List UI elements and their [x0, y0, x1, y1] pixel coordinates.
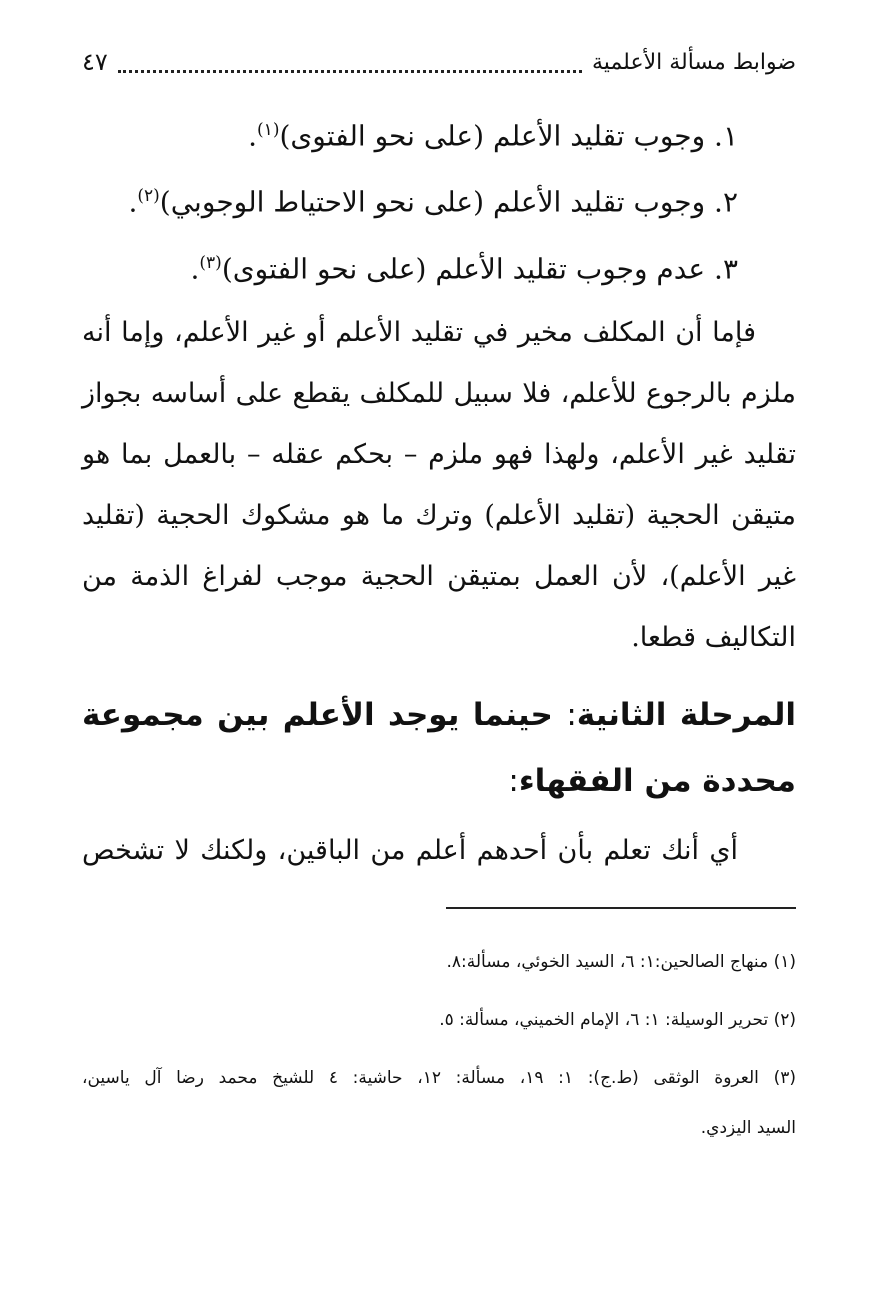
list-item-end: . [128, 185, 138, 219]
body-paragraph [82, 302, 796, 668]
section-heading [82, 682, 796, 814]
footnote [82, 1064, 796, 1142]
list-item-end: . [248, 119, 258, 153]
heading-label: المرحلة الثانية [576, 697, 796, 733]
list-item-text: ١. وجوب تقليد الأعلم (على نحو الفتوى) [279, 119, 738, 153]
footnotes [82, 948, 796, 1142]
body-paragraph-2: أي أنك تعلم بأن أحدهم أعلم من الباقين، ولكنك لا تشخص [82, 835, 738, 866]
numbered-list [82, 100, 738, 299]
page-number: ٤٧ [82, 48, 108, 76]
heading-colon: : [508, 763, 519, 799]
list-item [82, 233, 738, 299]
paragraph-line: ملزم بالرجوع للأعلم، فلا سبيل للمكلف يقطع على أساسه بجواز [82, 378, 796, 409]
footnote-line: (٣) العروة الوثقى (ط.ج): ١: ١٩، مسألة: ١٢، حاشية: ٤ للشيخ محمد رضا آل ياسين، [82, 1068, 796, 1088]
list-item-text: ٢. وجوب تقليد الأعلم (على نحو الاحتياط الوجوبي) [159, 185, 738, 219]
list-item [82, 166, 738, 232]
footnote-ref: (٣) [199, 252, 222, 273]
list-item-end: . [190, 251, 200, 285]
paragraph-line: تقليد غير الأعلم، ولهذا فهو ملزم – بحكم عقله – بالعمل بما هو [82, 439, 796, 470]
heading-line [82, 682, 796, 748]
footnote-ref: (١) [257, 120, 280, 140]
paragraph-line: متيقن الحجية (تقليد الأعلم) وترك ما هو مشكوك الحجية (تقليد [82, 500, 796, 531]
footnote-separator [446, 907, 796, 909]
header-dot-leader [118, 56, 582, 73]
footnote-line: السيد اليزدي. [700, 1118, 796, 1138]
header-title: ضوابط مسألة الأعلمية [592, 49, 796, 75]
heading-text: حينما يوجد الأعلم بين مجموعة [82, 697, 553, 733]
heading-colon: : [566, 697, 577, 733]
footnote-ref: (٢) [137, 186, 160, 207]
list-item [82, 100, 738, 166]
running-header [82, 42, 796, 82]
footnote: (٢) تحرير الوسيلة: ١: ٦، الإمام الخميني، مسألة: ٥. [439, 1010, 796, 1030]
heading-text: محددة من الفقهاء [518, 763, 796, 799]
paragraph-line: فإما أن المكلف مخير في تقليد الأعلم أو غير الأعلم، وإما أنه [82, 317, 756, 348]
list-item-text: ٣. عدم وجوب تقليد الأعلم (على نحو الفتوى) [221, 251, 738, 285]
footnote: (١) منهاج الصالحين:١: ٦، السيد الخوئي، مسألة:٨. [446, 952, 796, 972]
heading-line [82, 748, 796, 814]
paragraph-line: غير الأعلم)، لأن العمل بمتيقن الحجية موجب لفراغ الذمة من [82, 561, 796, 592]
paragraph-line: التكاليف قطعا. [631, 622, 796, 653]
